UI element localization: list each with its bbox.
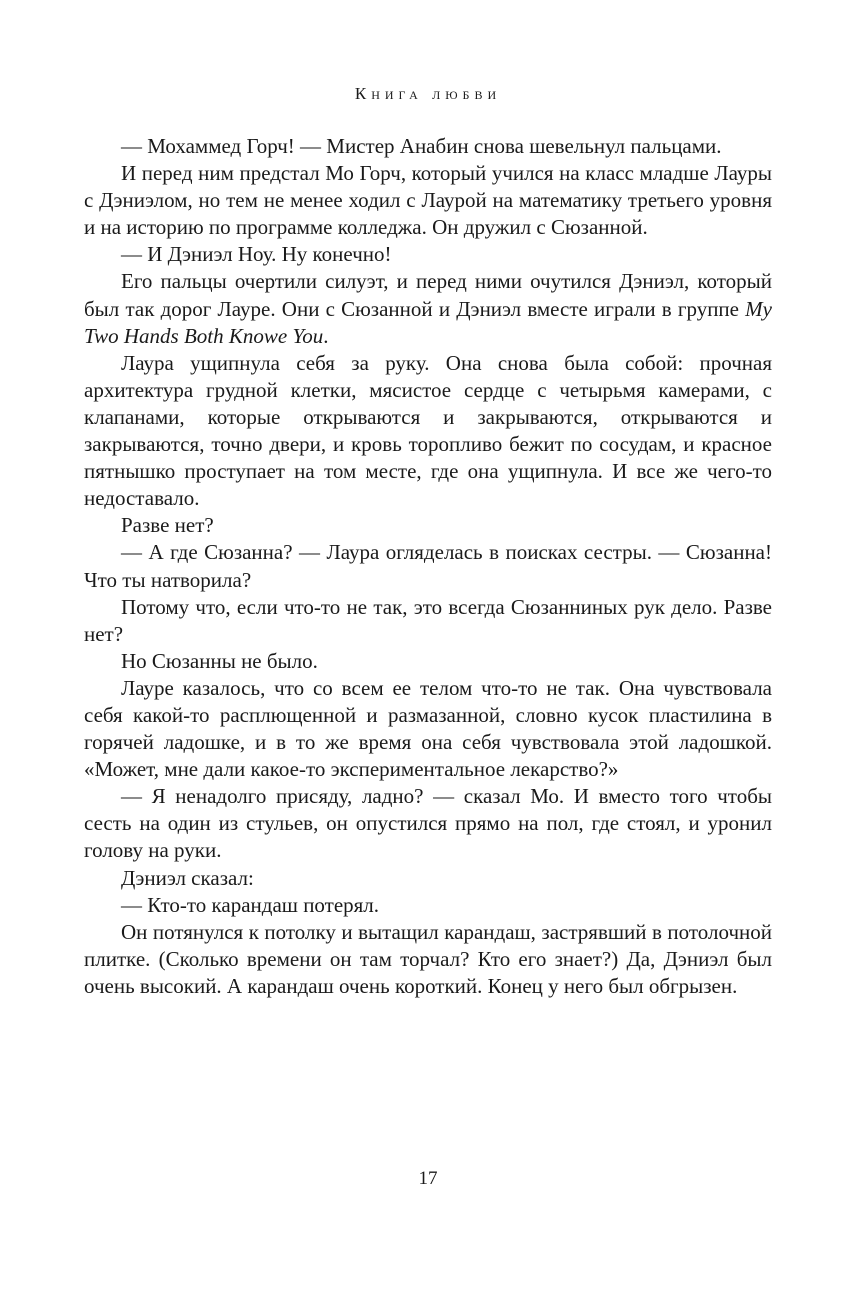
text-run: . <box>323 323 329 348</box>
text-run: И перед ним предстал Мо Горч, который учился на класс младше Лауры с Дэниэлом, но тем не менее ходил с Лаурой на математику третьего уровня и на историю по программе колледжа. Он дружил с Сюзанной. <box>84 161 772 240</box>
paragraph <box>84 133 772 160</box>
paragraph <box>84 892 772 919</box>
text-run: Он потянулся к потолку и вытащил карандаш, застрявший в потолочной плитке. (Сколько времени он там торчал? Кто его знает?) Да, Дэниэл был очень высокий. А карандаш очень короткий. Конец у него был обгрызен. <box>84 919 772 998</box>
paragraph <box>84 268 772 349</box>
paragraph <box>84 539 772 593</box>
paragraph <box>84 865 772 892</box>
text-run: Лаура ущипнула себя за руку. Она снова была собой: прочная архитектура грудной клетки, мясистое сердце с четырьмя камерами, с клапанами, которые открываются и закрываются, открываются и закрываются, точно двери, и кровь торопливо бежит по сосудам, и красное пятнышко проступает на том месте, где она ущипнула. И все же чего-то недоставало. <box>84 350 772 511</box>
page-number: 17 <box>418 1168 438 1189</box>
italic-text-run: My Two Hands Both Knowe You <box>84 296 772 348</box>
text-run: — Мохаммед Горч! — Мистер Анабин снова шевельнул пальцами. <box>121 134 722 158</box>
paragraph <box>84 675 772 783</box>
text-run: Разве нет? <box>121 513 214 538</box>
paragraph <box>84 594 772 648</box>
paragraph <box>84 350 772 513</box>
body-text <box>84 133 772 1000</box>
text-run: Но Сюзанны не было. <box>121 648 318 673</box>
running-header: Книга любви <box>354 84 502 103</box>
text-run: Его пальцы очертили силуэт, и перед ними очутился Дэниэл, который был так дорог Лауре. Они с Сюзанной и Дэниэл вместе играли в группе <box>84 269 772 321</box>
text-run: — Кто-то карандаш потерял. <box>121 892 380 917</box>
paragraph <box>84 512 772 539</box>
text-run: — И Дэниэл Ноу. Ну конечно! <box>121 242 392 267</box>
text-run: — А где Сюзанна? — Лаура огляделась в поисках сестры. — Сюзанна! Что ты натворила? <box>84 540 772 592</box>
paragraph <box>84 648 772 675</box>
text-run: Дэниэл сказал: <box>121 865 254 890</box>
paragraph <box>84 919 772 1000</box>
text-run: — Я ненадолго присяду, ладно? — сказал Мо. И вместо того чтобы сесть на один из стульев, он опустился прямо на пол, где стоял, и уронил голову на руки. <box>84 784 772 863</box>
paragraph <box>84 783 772 864</box>
text-run: Потому что, если что-то не так, это всегда Сюзанниных рук дело. Разве нет? <box>84 594 772 646</box>
paragraph <box>84 241 772 268</box>
text-run: Лауре казалось, что со всем ее телом что-то не так. Она чувствовала себя какой-то расплющенной и размазанной, словно кусок пластилина в горячей ладошке, и в то же время она себя чувствовала этой ладошкой. «Может, мне дали какое-то экспериментальное лекарство?» <box>84 675 772 782</box>
paragraph <box>84 160 772 241</box>
